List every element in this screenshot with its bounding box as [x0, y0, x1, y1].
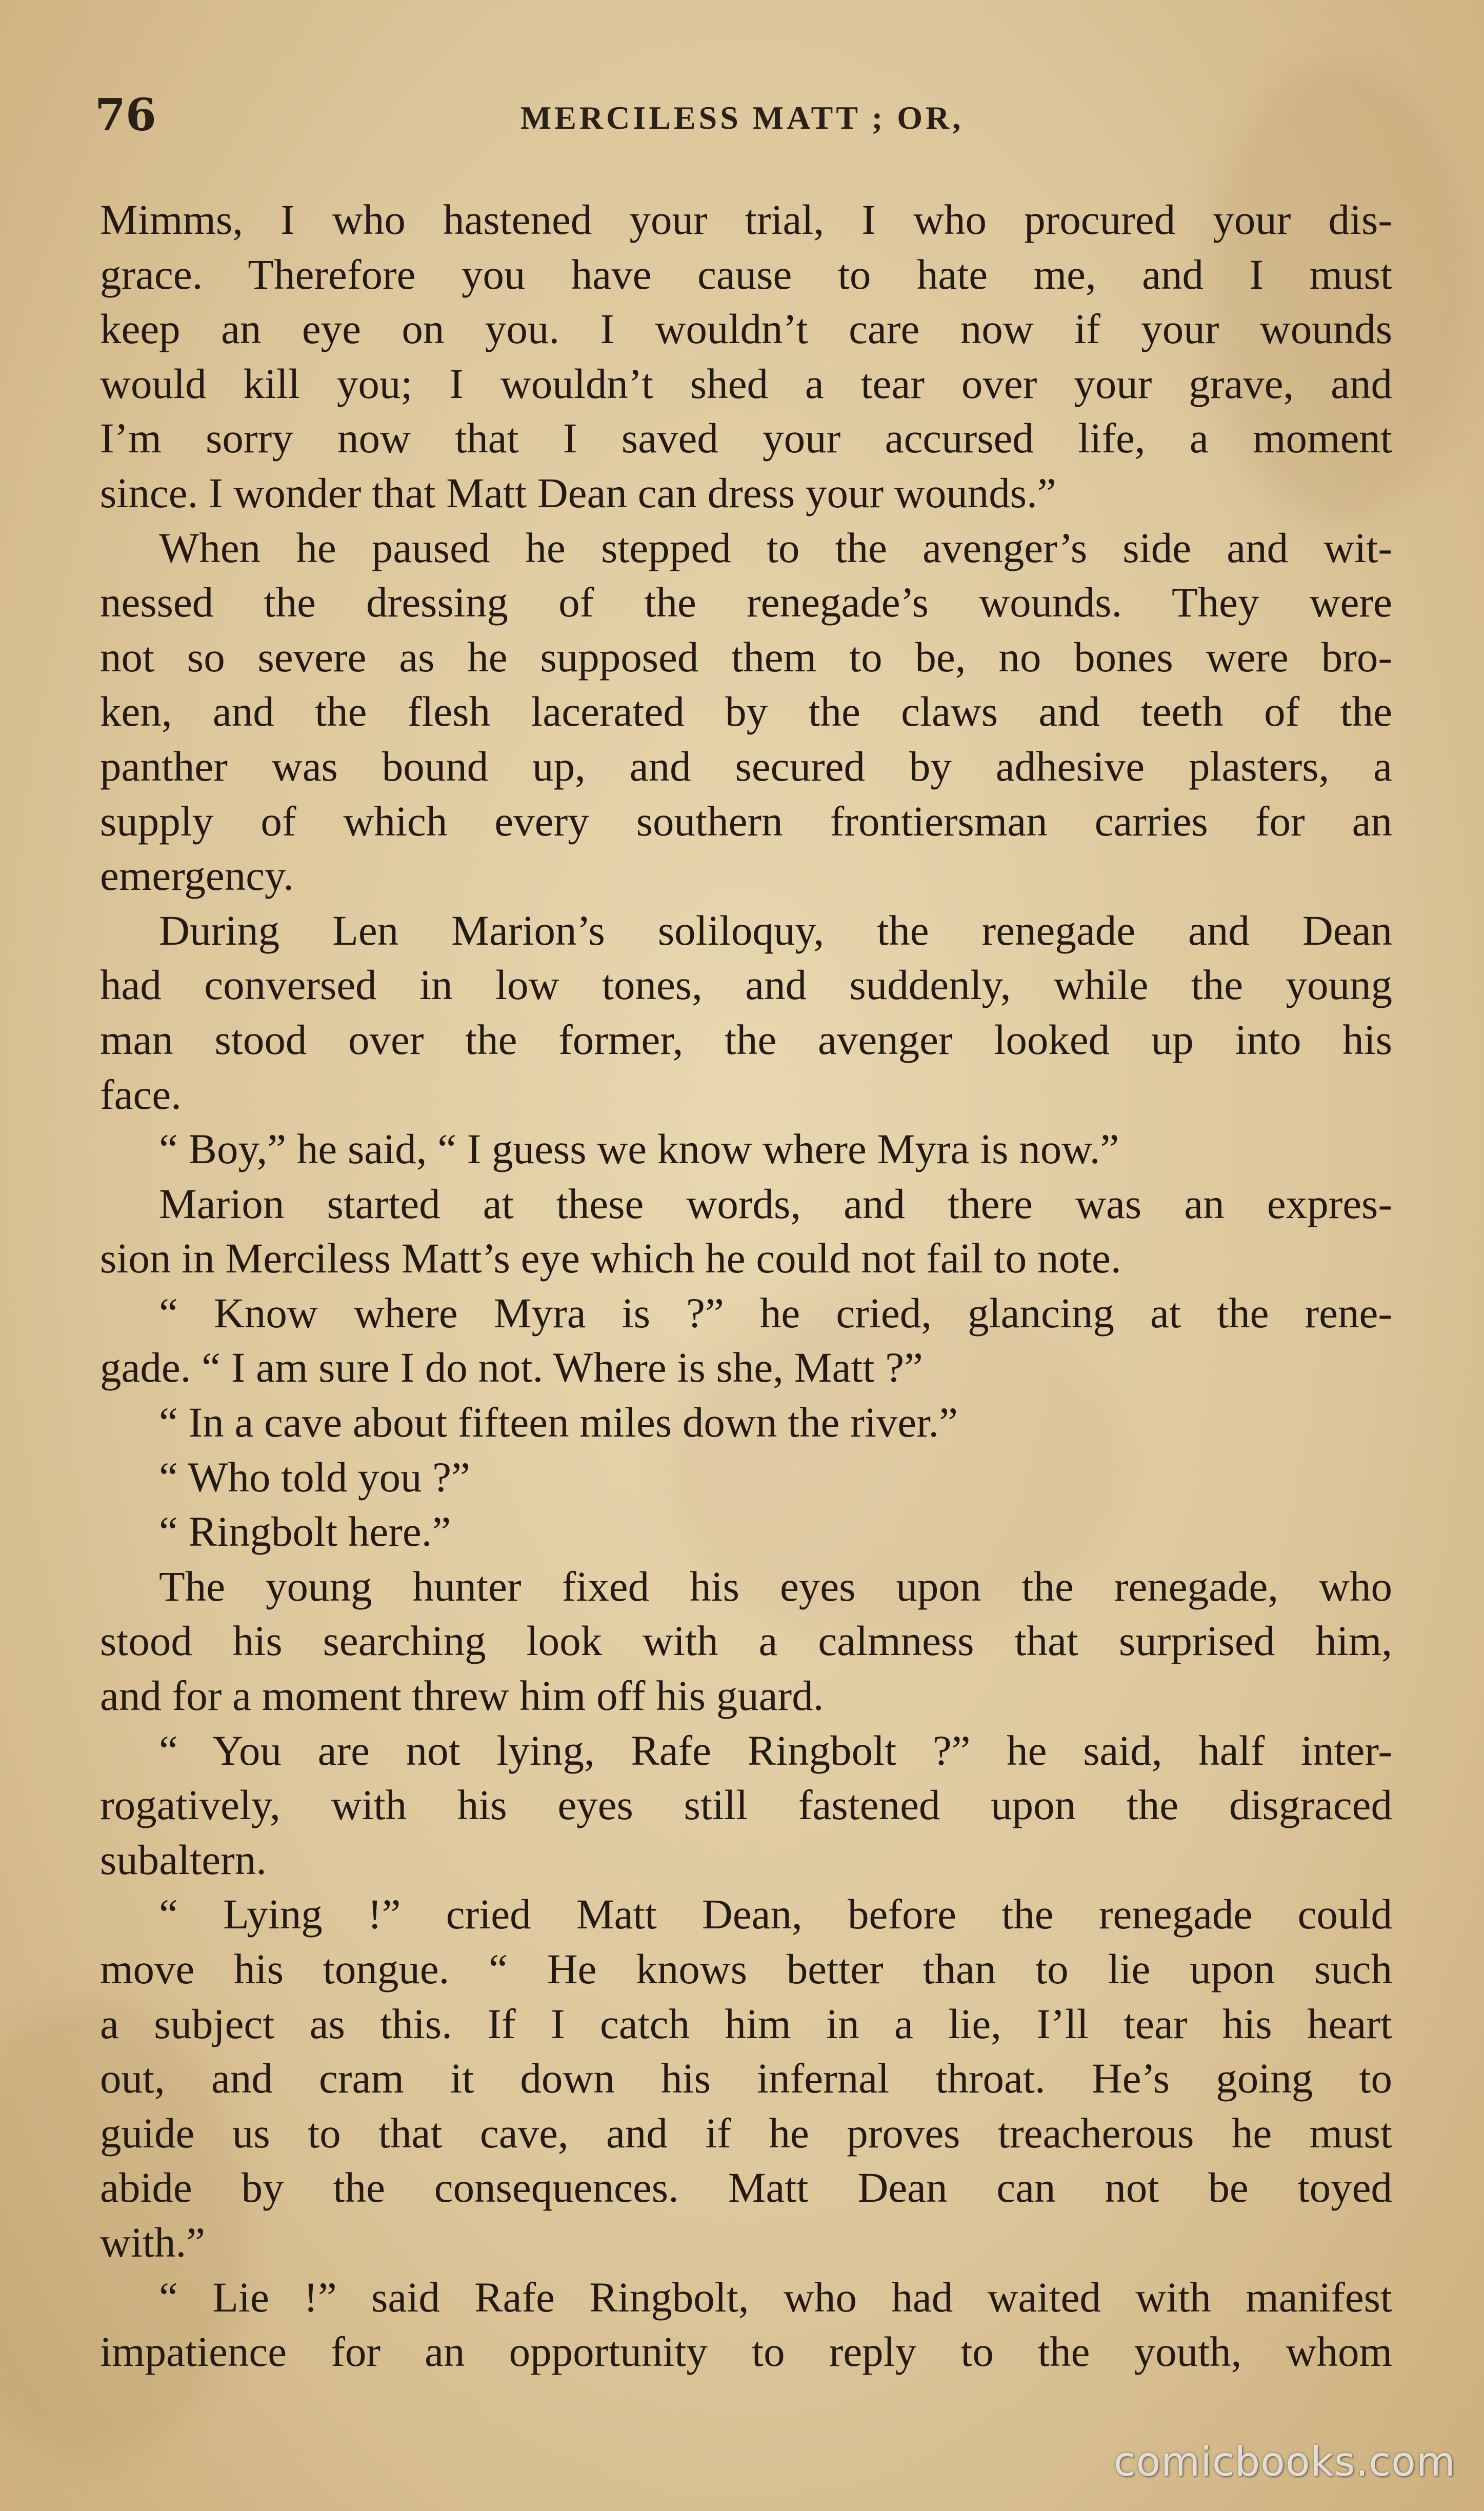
running-head: MERCILESS MATT ; OR,: [520, 99, 964, 136]
text-line: The young hunter fixed his eyes upon the renegade, who: [159, 1562, 1392, 1610]
text-line: face.: [100, 1070, 182, 1118]
text-line: would kill you; I wouldn’t shed a tear over your grave, and: [100, 360, 1392, 407]
text-line: I’m sorry now that I saved your accursed life, a moment: [100, 414, 1392, 462]
page-header: [95, 87, 1389, 144]
text-line: impatience for an opportunity to reply to the youth, whom: [100, 2328, 1392, 2376]
text-line: During Len Marion’s soliloquy, the renegade and Dean: [159, 906, 1392, 954]
text-line: and for a moment threw him off his guard.: [100, 1672, 824, 1720]
text-line: ken, and the flesh lacerated by the claws and teeth of the: [100, 688, 1392, 735]
text-line: man stood over the former, the avenger looked up into his: [100, 1015, 1392, 1063]
text-line: “ Boy,” he said, “ I guess we know where Myra is now.”: [159, 1125, 1119, 1173]
page-number: 76: [95, 89, 156, 141]
text-line: out, and cram it down his infernal throat. He’s going to: [100, 2055, 1392, 2102]
text-line: “ Who told you ?”: [159, 1453, 470, 1501]
text-line: “ Ringbolt here.”: [159, 1508, 451, 1556]
text-line: supply of which every southern frontiersman carries for an: [100, 797, 1392, 845]
text-line: not so severe as he supposed them to be, no bones were bro-: [100, 633, 1392, 681]
text-line: When he paused he stepped to the avenger’s side and wit-: [159, 524, 1392, 571]
body-text: [100, 192, 1392, 2379]
text-line: Marion started at these words, and there was an expres-: [159, 1180, 1392, 1227]
text-line: sion in Merciless Matt’s eye which he could not fail to note.: [100, 1234, 1121, 1282]
text-line: emergency.: [100, 852, 294, 900]
text-line: rogatively, with his eyes still fastened upon the disgraced: [100, 1781, 1392, 1829]
text-line: “ Lying !” cried Matt Dean, before the renegade could: [159, 1890, 1392, 1938]
text-line: since. I wonder that Matt Dean can dress your wounds.”: [100, 469, 1056, 516]
text-line: “ Know where Myra is ?” he cried, glancing at the rene-: [159, 1289, 1392, 1337]
text-line: abide by the consequences. Matt Dean can not be toyed: [100, 2164, 1392, 2211]
text-line: move his tongue. “ He knows better than to lie upon such: [100, 1945, 1392, 1992]
text-line: guide us to that cave, and if he proves treacherous he must: [100, 2109, 1392, 2157]
text-line: subaltern.: [100, 1836, 267, 1883]
text-line: “ In a cave about fifteen miles down the river.”: [159, 1399, 958, 1446]
text-line: “ You are not lying, Rafe Ringbolt ?” he said, half inter-: [159, 1726, 1392, 1774]
text-line: keep an eye on you. I wouldn’t care now if your wounds: [100, 305, 1392, 353]
text-line: a subject as this. If I catch him in a lie, I’ll tear his heart: [100, 2000, 1392, 2047]
text-line: had conversed in low tones, and suddenly, while the young: [100, 961, 1392, 1009]
watermark: comicbooks.com: [1113, 2439, 1456, 2485]
text-line: gade. “ I am sure I do not. Where is she, Matt ?”: [100, 1344, 923, 1391]
text-line: with.”: [100, 2218, 206, 2266]
text-line: “ Lie !” said Rafe Ringbolt, who had waited with manifest: [159, 2273, 1392, 2321]
text-line: nessed the dressing of the renegade’s wounds. They were: [100, 579, 1392, 626]
text-line: panther was bound up, and secured by adhesive plasters, a: [100, 742, 1392, 790]
text-line: Mimms, I who hastened your trial, I who procured your dis-: [100, 196, 1392, 243]
text-line: stood his searching look with a calmness that surprised him,: [100, 1617, 1392, 1665]
text-line: grace. Therefore you have cause to hate me, and I must: [100, 250, 1392, 298]
